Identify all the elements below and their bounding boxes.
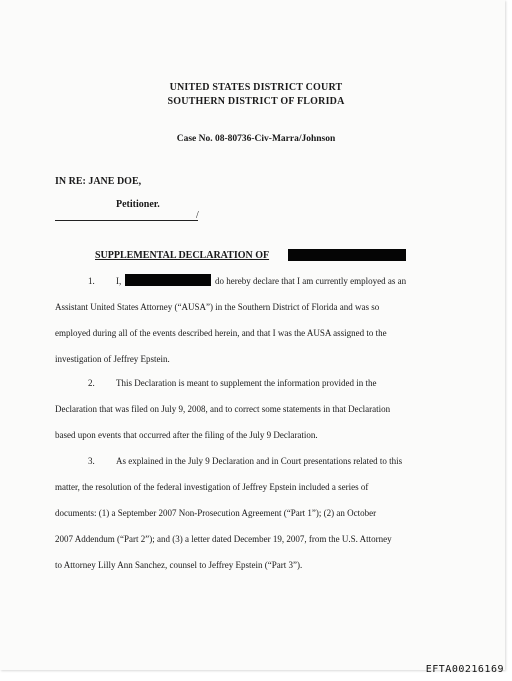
paragraph-line: investigation of Jeffrey Epstein.: [55, 354, 170, 364]
paragraph-line: to Attorney Lilly Ann Sanchez, counsel to Jeffrey Epstein (“Part 3”).: [55, 560, 303, 570]
declaration-title: SUPPLEMENTAL DECLARATION OF: [95, 250, 270, 261]
redaction-box: [288, 249, 406, 261]
paragraph-line: This Declaration is meant to supplement the information provided in the: [116, 378, 377, 388]
court-name: UNITED STATES DISTRICT COURT: [169, 82, 343, 93]
paragraph-line: documents: (1) a September 2007 Non-Prosecution Agreement (“Part 1”); (2) an October: [55, 508, 377, 518]
petitioner-label: Petitioner.: [116, 199, 160, 210]
caption-rule: [55, 220, 198, 221]
redaction-box: [125, 274, 211, 286]
paragraph-line: 2007 Addendum (“Part 2”); and (3) a letter dated December 19, 2007, from the U.S. Attorney: [55, 534, 392, 544]
paragraph-line: based upon events that occurred after the filing of the July 9 Declaration.: [55, 430, 318, 440]
paragraph-line: matter, the resolution of the federal investigation of Jeffrey Epstein included a series of: [55, 482, 369, 492]
paragraph-line: Assistant United States Attorney (“AUSA”) in the Southern District of Florida and was so: [55, 302, 380, 312]
paragraph-number: 3.: [88, 456, 95, 466]
paragraph-line: employed during all of the events described herein, and that I was the AUSA assigned to the: [55, 328, 387, 338]
paragraph-number: 1.: [88, 276, 95, 286]
paragraph-number: 2.: [88, 378, 95, 388]
paragraph-line: As explained in the July 9 Declaration and in Court presentations related to this: [116, 456, 403, 466]
paragraph-line: do hereby declare that I am currently employed as an: [215, 276, 407, 286]
bates-number: EFTA00216169: [425, 664, 504, 675]
paragraph-line: Declaration that was filed on July 9, 2008, and to correct some statements in that Declaration: [55, 404, 391, 414]
caption-slash: /: [196, 210, 199, 221]
court-district: SOUTHERN DISTRICT OF FLORIDA: [167, 96, 345, 107]
case-number: Case No. 08-80736-Civ-Marra/Johnson: [176, 134, 336, 144]
in-re-caption: IN RE: JANE DOE,: [55, 176, 142, 187]
paragraph-line: I,: [116, 276, 122, 286]
